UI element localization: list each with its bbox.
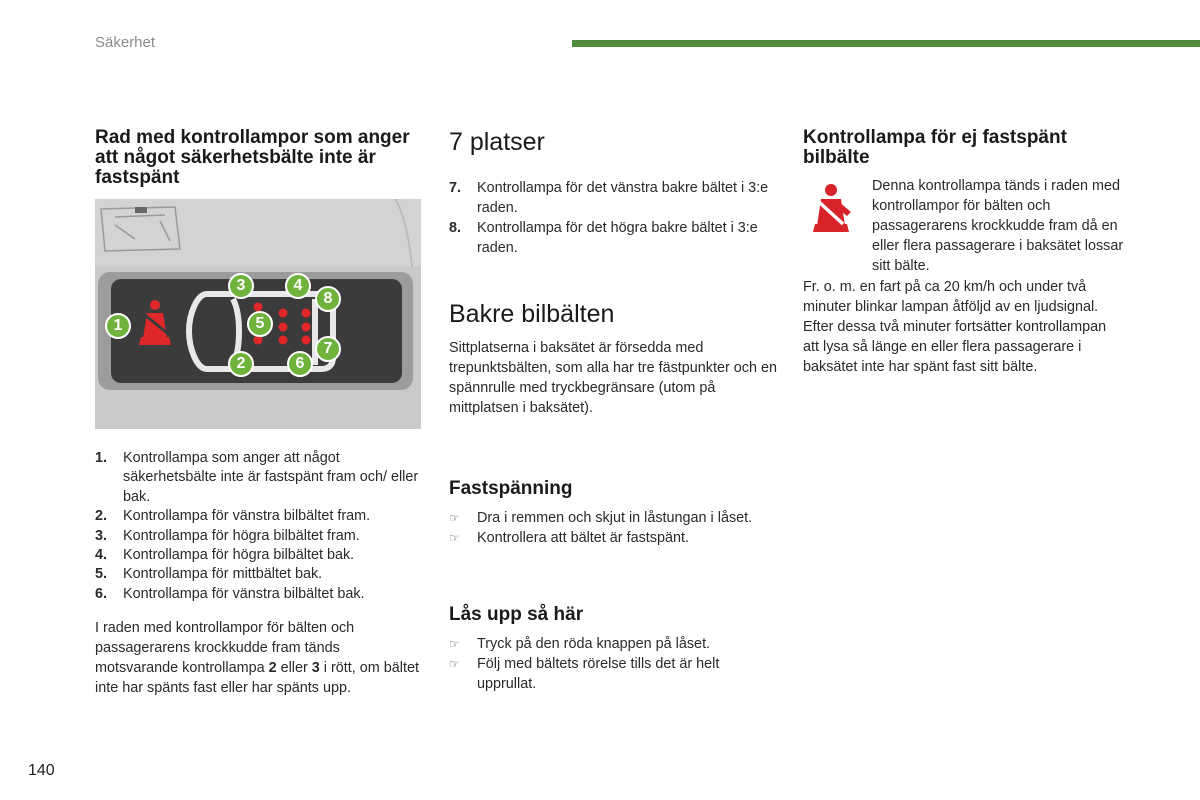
column-left [95,128,425,188]
figure-badge-6: 6 [287,351,313,377]
section-accent-bar [572,40,1200,47]
list-item: ☞ Följ med bältets rörelse tills det är helt upprullat. [449,656,720,692]
fastening-steps [449,508,779,548]
column-middle [449,128,779,694]
page-number: 140 [28,762,55,779]
section-label: Säkerhet [95,34,156,51]
list-item: ☞ Kontrollera att bältet är fastspänt. [449,530,689,546]
pointer-bullet-icon: ☞ [449,511,460,525]
heading-unfastened-warning: Kontrollampa för ej fastspänt bilbälte [803,127,1067,168]
list-item: 6. Kontrollampa för vänstra bilbältet bak. [95,585,365,602]
list-item: 5. Kontrollampa för mittbältet bak. [95,566,323,583]
pointer-bullet-icon: ☞ [449,531,460,545]
figure-badge-1: 1 [105,313,131,339]
heading-7-seats: 7 platser [449,128,545,156]
heading-warning-row: Rad med kontrollampor som anger att något säkerhetsbälte inte är fastspänt [95,127,410,188]
figure-badge-4: 4 [285,273,311,299]
list-item: ☞ Dra i remmen och skjut in låstungan i låset. [449,510,753,526]
seatbelt-indicator-figure [95,199,421,429]
seat-indicator-list [449,178,779,258]
list-item: 8. Kontrollampa för det högra bakre bältet i 3:e raden. [449,220,758,256]
figure-badge-2: 2 [228,351,254,377]
list-item: 3. Kontrollampa för högra bilbältet fram. [95,527,360,544]
figure-badge-3: 3 [228,273,254,299]
rear-belts-paragraph: Sittplatserna i baksätet är försedda med trepunktsbälten, som alla har tre fästpunkter och en spännrulle med tryckbegränsare (utom på mittplatsen i baksätet). [449,340,777,416]
pointer-bullet-icon: ☞ [449,657,460,671]
pointer-bullet-icon: ☞ [449,637,460,651]
heading-rear-belts: Bakre bilbälten [449,300,615,328]
list-item: 7. Kontrollampa för det vänstra bakre bältet i 3:e raden. [449,180,769,216]
figure-badge-8: 8 [315,286,341,312]
heading-fastening: Fastspänning [449,478,573,499]
indicator-list-block [95,449,425,698]
figure-badge-5: 5 [247,311,273,337]
list-item: 4. Kontrollampa för högra bilbältet bak. [95,547,355,564]
heading-unlock: Lås upp så här [449,604,584,625]
warning-speed-paragraph: Fr. o. m. en fart på ca 20 km/h och under två minuter blinkar lampan åtföljd av en ljudsignal. Efter dessa två minuter fortsätter kontrollampan att lysa så länge en eller flera passagerare i baksätet inte har spänt fast sitt bälte. [803,279,1107,375]
list-item: 2. Kontrollampa för vänstra bilbältet fram. [95,508,371,525]
list-item: 1. Kontrollampa som anger att något säkerhetsbälte inte är fastspänt fram och/ eller bak. [95,450,419,505]
warning-description: Denna kontrollampa tänds i raden med kontrollampor för bälten och passagerarens krockkudde fram då en eller flera passagerare i baksätet lossar sitt bälte. [872,178,1124,274]
seatbelt-icon [803,182,859,238]
indicator-paragraph: I raden med kontrollampor för bälten och passagerarens krockkudde fram tänds motsvarande kontrollampa 2 eller 3 i rött, om bältet inte har spänts fast eller har spänts upp. [95,620,419,697]
indicator-list [95,449,425,604]
list-item: ☞ Tryck på den röda knappen på låset. [449,636,711,652]
column-right [803,128,1133,168]
figure-badge-7: 7 [315,336,341,362]
unlock-steps [449,634,779,694]
